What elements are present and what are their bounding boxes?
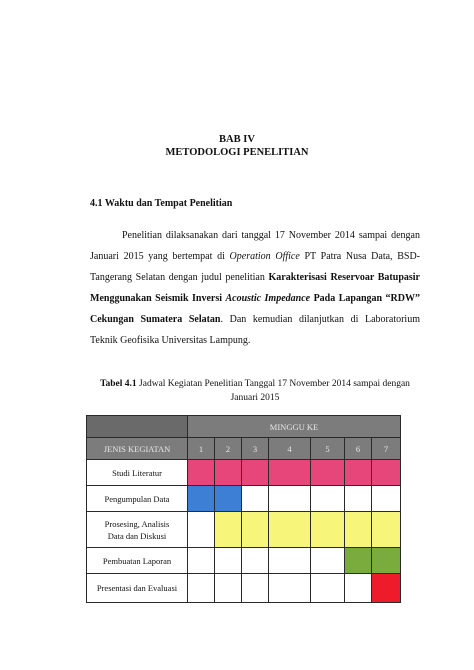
schedule-cell <box>311 460 345 486</box>
activity-cell <box>87 512 188 548</box>
table-header-row <box>87 438 401 460</box>
schedule-cell <box>188 486 215 512</box>
table-row <box>87 486 401 512</box>
schedule-cell <box>345 512 372 548</box>
chapter-number: BAB IV <box>219 134 255 145</box>
body-paragraph <box>90 225 420 351</box>
activity-cell: Presentasi dan Evaluasi <box>87 574 188 603</box>
text-span: PT Patra Nusa Data, BSD- <box>299 251 421 262</box>
table-row <box>87 512 401 548</box>
bold-italic-term: Acoustic Impedance <box>225 293 311 304</box>
paragraph-line-2 <box>90 246 420 267</box>
schedule-cell <box>242 512 269 548</box>
schedule-cell <box>372 574 401 603</box>
schedule-cell <box>215 548 242 574</box>
bold-title: Pada Lapangan “RDW” <box>310 293 420 304</box>
schedule-cell <box>311 512 345 548</box>
activity-line: Data dan Diskusi <box>107 530 167 541</box>
schedule-cell <box>188 512 215 548</box>
schedule-cell <box>215 512 242 548</box>
week-header: 4 <box>269 438 311 460</box>
paragraph-line-1: Penelitian dilaksanakan dari tanggal 17 November 2014 sampai dengan <box>122 230 420 241</box>
text-span: Januari 2015 yang bertempat di <box>90 251 230 262</box>
header-blank-cell <box>87 416 188 438</box>
schedule-cell <box>372 460 401 486</box>
week-header: 6 <box>345 438 372 460</box>
caption-label: Tabel 4.1 <box>100 379 137 389</box>
activity-column-header: JENIS KEGIATAN <box>87 438 188 460</box>
schedule-cell <box>242 460 269 486</box>
caption-line-2: Januari 2015 <box>230 393 280 403</box>
schedule-cell <box>345 486 372 512</box>
week-group-header: MINGGU KE <box>188 416 401 438</box>
schedule-cell <box>242 574 269 603</box>
table-header-row <box>87 416 401 438</box>
text-span: . Dan kemudian dilanjutkan di Laboratorium <box>220 314 420 325</box>
schedule-cell <box>269 486 311 512</box>
italic-term: Operation Office <box>229 251 300 262</box>
paragraph-line-4 <box>90 288 420 309</box>
table-caption <box>88 377 422 405</box>
text-span: Tangerang Selatan dengan judul penelitian <box>90 272 269 283</box>
schedule-cell <box>215 574 242 603</box>
schedule-cell <box>372 486 401 512</box>
week-header: 5 <box>311 438 345 460</box>
schedule-cell <box>311 486 345 512</box>
table-row <box>87 574 401 603</box>
table-row <box>87 548 401 574</box>
schedule-cell <box>311 548 345 574</box>
schedule-cell <box>311 574 345 603</box>
activity-line: Prosesing, Analisis <box>104 518 170 529</box>
paragraph-line-3 <box>90 267 420 288</box>
activity-cell: Pengumpulan Data <box>87 486 188 512</box>
caption-text: Jadwal Kegiatan Penelitian Tanggal 17 November 2014 sampai dengan <box>136 379 410 389</box>
schedule-cell <box>372 548 401 574</box>
bold-title: Menggunakan Seismik Inversi <box>90 293 226 304</box>
schedule-cell <box>215 460 242 486</box>
activity-cell: Pembuatan Laporan <box>87 548 188 574</box>
week-header: 1 <box>188 438 215 460</box>
schedule-cell <box>188 548 215 574</box>
table-row <box>87 460 401 486</box>
schedule-cell <box>345 574 372 603</box>
schedule-cell <box>345 460 372 486</box>
chapter-title: METODOLOGI PENELITIAN <box>165 147 309 158</box>
schedule-cell <box>215 486 242 512</box>
schedule-cell <box>242 486 269 512</box>
activity-cell: Studi Literatur <box>87 460 188 486</box>
week-header: 7 <box>372 438 401 460</box>
schedule-cell <box>242 548 269 574</box>
week-header: 3 <box>242 438 269 460</box>
schedule-cell <box>188 460 215 486</box>
schedule-cell <box>372 512 401 548</box>
caption-line-1 <box>88 377 422 391</box>
paragraph-line-5 <box>90 309 420 330</box>
schedule-cell <box>269 460 311 486</box>
schedule-cell <box>269 574 311 603</box>
schedule-table <box>86 415 401 603</box>
schedule-cell <box>269 548 311 574</box>
paragraph-line-6: Teknik Geofisika Universitas Lampung. <box>90 335 251 346</box>
week-header: 2 <box>215 438 242 460</box>
schedule-cell <box>269 512 311 548</box>
schedule-cell <box>345 548 372 574</box>
bold-title: Karakterisasi Reservoar Batupasir <box>268 272 420 283</box>
section-heading: 4.1 Waktu dan Tempat Penelitian <box>90 198 233 209</box>
schedule-cell <box>188 574 215 603</box>
bold-title: Cekungan Sumatera Selatan <box>90 314 221 325</box>
